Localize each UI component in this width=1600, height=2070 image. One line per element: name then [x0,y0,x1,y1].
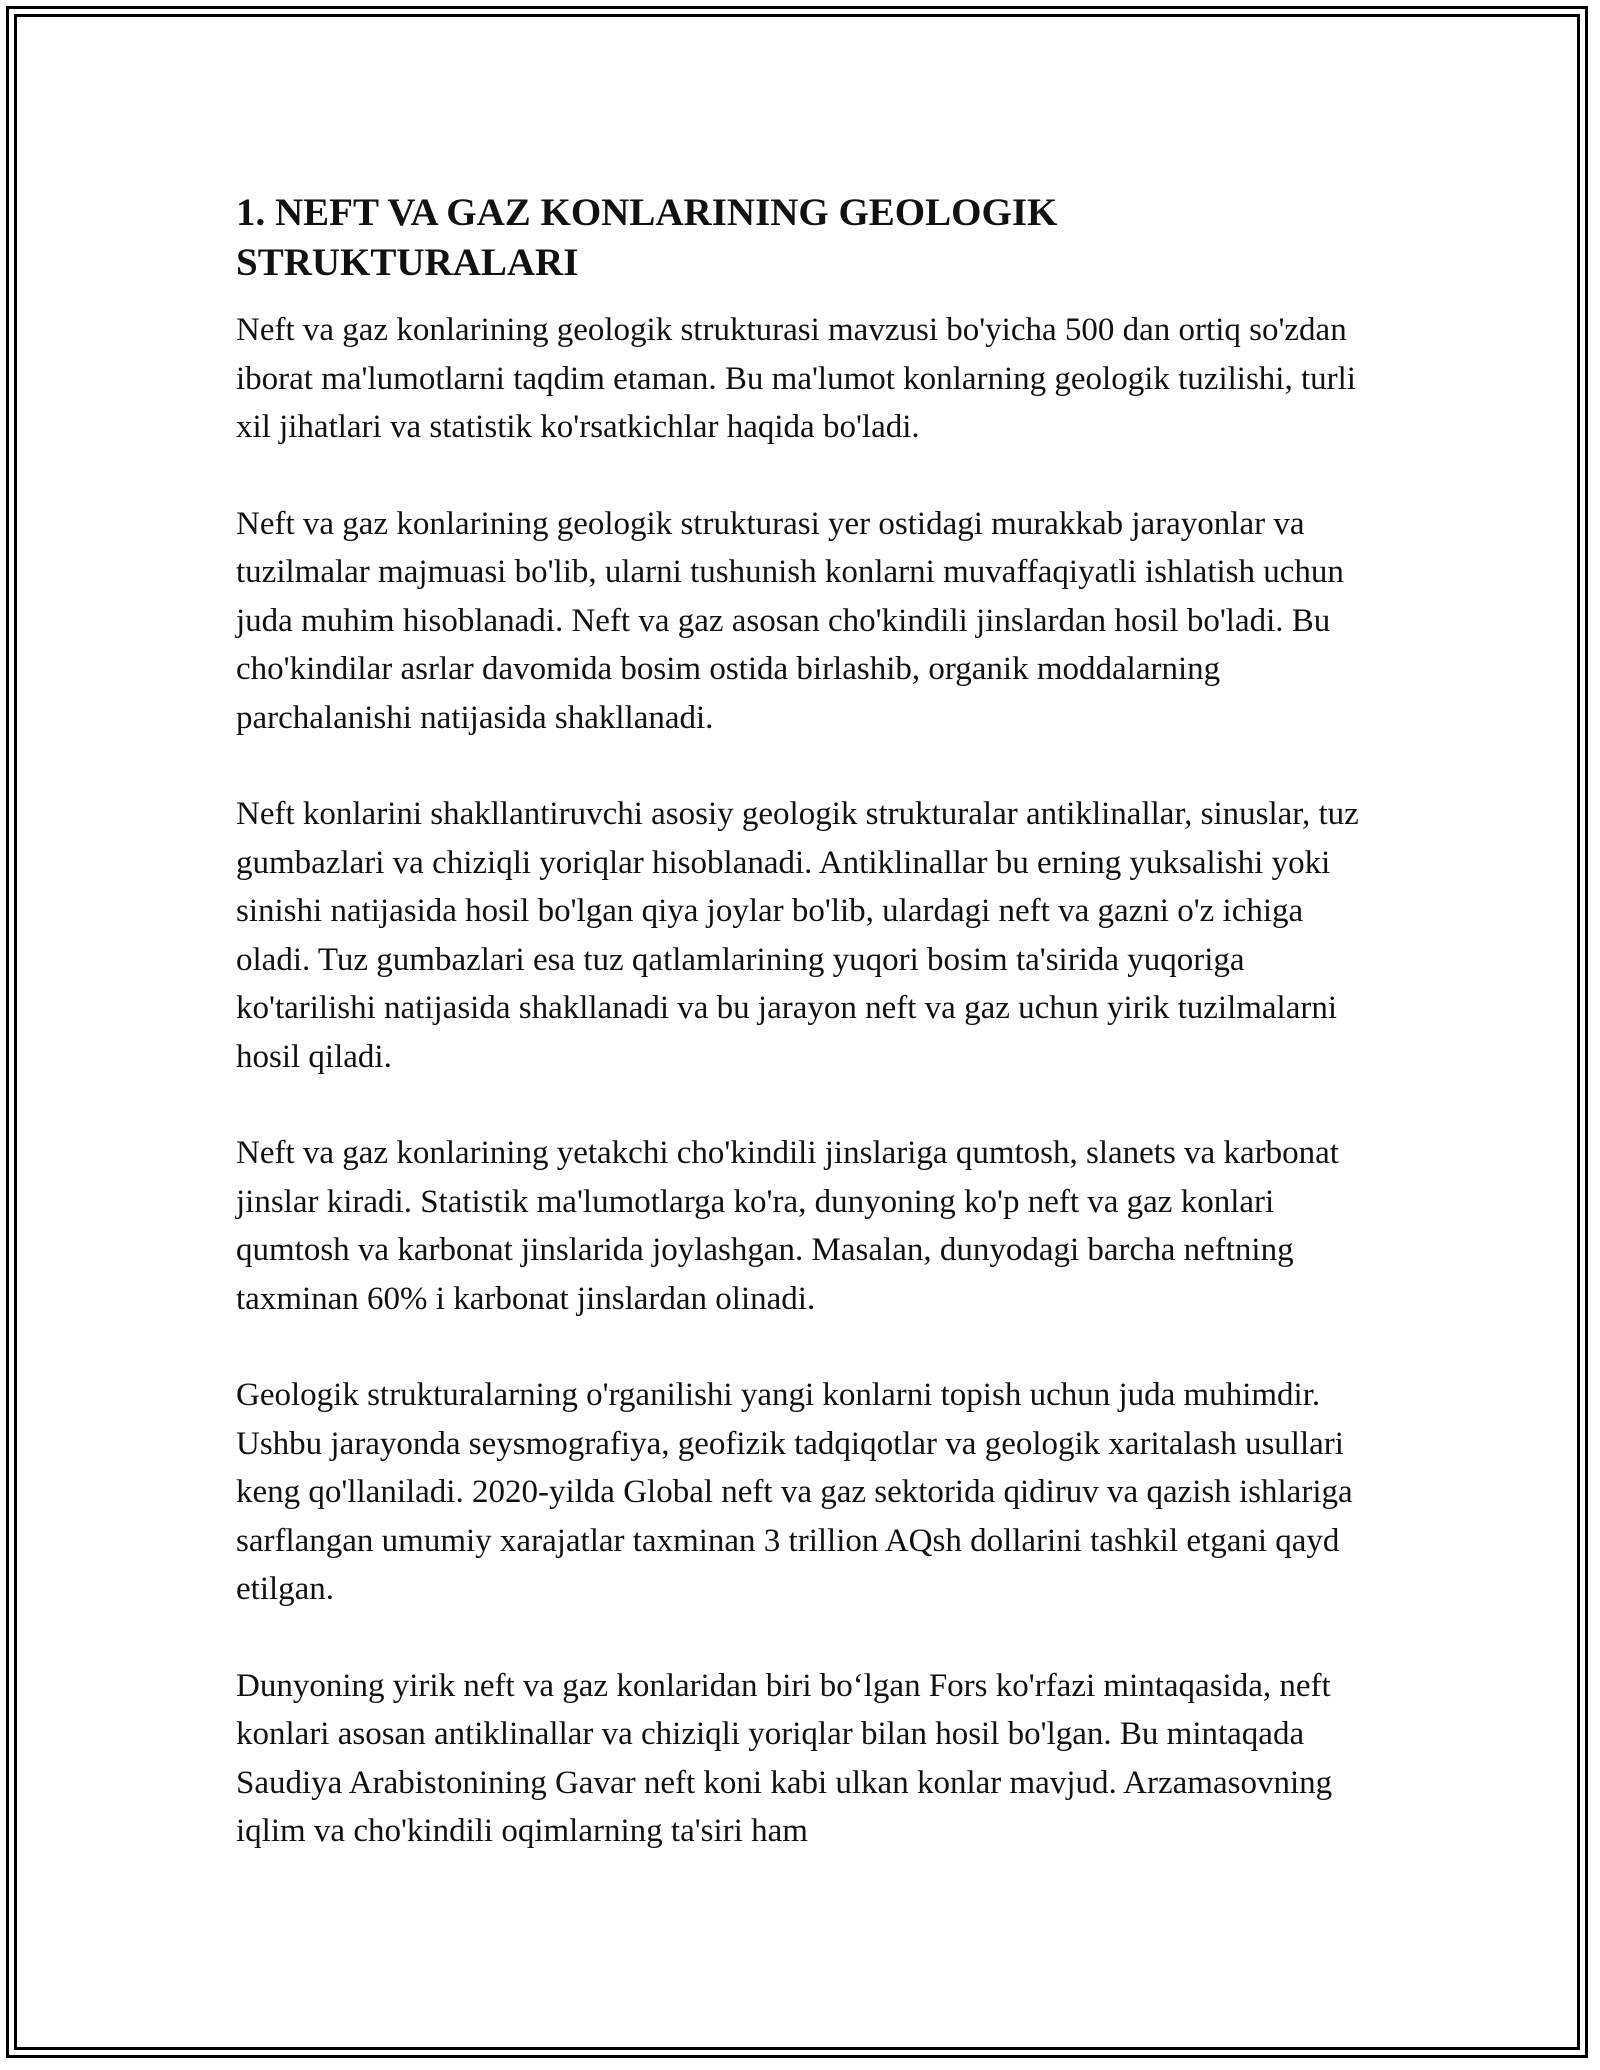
paragraph-1: Neft va gaz konlarining geologik strukturasi mavzusi bo'yicha 500 dan ortiq so'zdan iborat ma'lumotlarni taqdim etaman. Bu ma'lumot konlarning geologik tuzilishi, turli xil jihatlari va statistik ko'rsatkichlar haqida bo'ladi. [236,312,1356,445]
paragraph-6: Dunyoning yirik neft va gaz konlaridan biri bo‘lgan Fors ko'rfazi mintaqasida, neft konlari asosan antiklinallar va chiziqli yoriqlar bilan hosil bo'lgan. Bu mintaqada Saudiya Arabistonining Gavar neft koni kabi ulkan konlar mavjud. Arzamasovning iqlim va cho'kindili oqimlarning ta'siri ham [236,1667,1333,1849]
paragraph-4: Neft va gaz konlarining yetakchi cho'kindili jinslariga qumtosh, slanets va karbonat jinslar kiradi. Statistik ma'lumotlarga ko'ra, dunyoning ko'p neft va gaz konlari qumtosh va karbonat jinslarida joylashgan. Masalan, dunyodagi barcha neftning taxminan 60% i karbonat jinslardan olinadi. [236,1135,1339,1317]
document-title: 1. NEFT VA GAZ KONLARINING GEOLOGIK STRUKTURALARI [236,191,1058,284]
document-body [236,188,1366,1856]
paragraph-2: Neft va gaz konlarining geologik strukturasi yer ostidagi murakkab jarayonlar va tuzilmalar majmuasi bo'lib, ularni tushunish konlarni muvaffaqiyatli ishlatish uchun juda muhim hisoblanadi. Neft va gaz asosan cho'kindili jinslardan hosil bo'ladi. Bu cho'kindilar asrlar davomida bosim ostida birlashib, organik moddalarning parchalanishi natijasida shakllanadi. [236,505,1344,736]
paragraph-3: Neft konlarini shakllantiruvchi asosiy geologik strukturalar antiklinallar, sinuslar, tuz gumbazlari va chiziqli yoriqlar hisoblanadi. Antiklinallar bu erning yuksalishi yoki sinishi natijasida hosil bo'lgan qiya joylar bo'lib, ulardagi neft va gazni o'z ichiga oladi. Tuz gumbazlari esa tuz qatlamlarining yuqori bosim ta'sirida yuqoriga ko'tarilishi natijasida shakllanadi va bu jarayon neft va gaz uchun yirik tuzilmalarni hosil qiladi. [236,796,1359,1075]
paragraph-5: Geologik strukturalarning o'rganilishi yangi konlarni topish uchun juda muhimdir. Ushbu jarayonda seysmografiya, geofizik tadqiqotlar va geologik xaritalash usullari keng qo'llaniladi. 2020-yilda Global neft va gaz sektorida qidiruv va qazish ishlariga sarflangan umumiy xarajatlar taxminan 3 trillion AQsh dollarini tashkil etgani qayd etilgan. [236,1377,1353,1607]
